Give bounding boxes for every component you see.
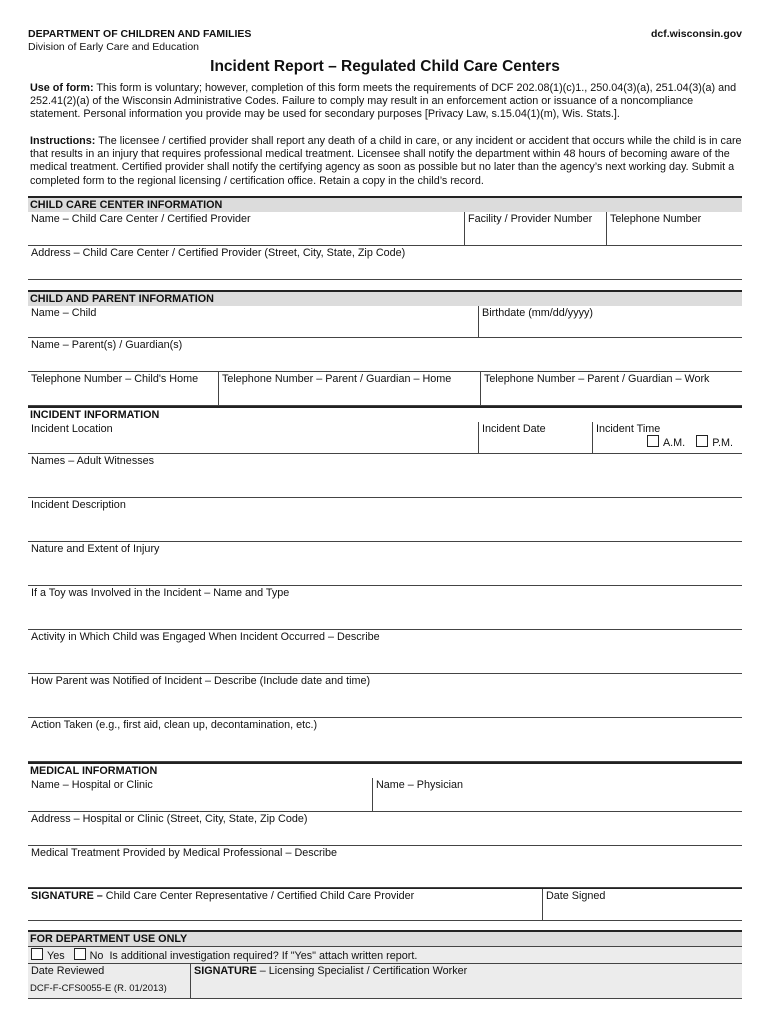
parent-notified-field[interactable]	[28, 674, 742, 717]
toy-field[interactable]	[28, 586, 742, 629]
use-of-form-text: This form is voluntary; however, completion of this form meets the requirements of DCF 202.08(1)(c)1., 250.04(3)(a), 251.04(3)(a) and 252.41(2)(a) of the Wisconsin Administrative Codes. Failure to comply may result in an enforcement action or issuance of a noncompliance statement. Personal information you provide may be used for secondary purposes [Privacy Law, s.15.04(1)(m), Wis. Stats.].	[30, 82, 737, 121]
center-phone-field[interactable]	[606, 212, 742, 245]
description-field[interactable]	[28, 498, 742, 541]
medical-section-heading: MEDICAL INFORMATION	[28, 763, 742, 778]
hospital-address-row	[28, 812, 742, 846]
investigation-text: Is additional investigation required? If "Yes" attach written report.	[109, 950, 418, 962]
parent-name-field[interactable]	[28, 338, 742, 371]
no-checkbox[interactable]	[74, 948, 86, 960]
use-of-form-paragraph	[30, 82, 742, 122]
witnesses-label: Names – Adult Witnesses	[31, 455, 155, 467]
hospital-field[interactable]	[28, 778, 372, 811]
signature-bold-label: SIGNATURE –	[31, 890, 103, 902]
treatment-label: Medical Treatment Provided by Medical Professional – Describe	[31, 847, 338, 859]
am-checkbox[interactable]	[647, 435, 659, 447]
birthdate-label: Birthdate (mm/dd/yyyy)	[482, 307, 593, 319]
dept-use-heading: FOR DEPARTMENT USE ONLY	[28, 932, 742, 947]
treatment-field[interactable]	[28, 846, 742, 887]
am-label: A.M.	[662, 437, 686, 449]
form-number: DCF-F-CFS0055-E (R. 01/2013)	[30, 983, 167, 994]
hospital-address-field[interactable]	[28, 812, 742, 845]
center-phone-label: Telephone Number	[610, 213, 702, 225]
action-row	[28, 718, 742, 762]
incident-section-heading: INCIDENT INFORMATION	[28, 408, 742, 422]
signature-section	[28, 888, 742, 921]
center-section-heading: CHILD CARE CENTER INFORMATION	[28, 198, 742, 212]
agency-header	[28, 28, 251, 54]
activity-field[interactable]	[28, 630, 742, 673]
action-field[interactable]	[28, 718, 742, 761]
parent-home-phone-field[interactable]	[218, 372, 480, 405]
injury-row	[28, 542, 742, 586]
pm-label: P.M.	[712, 437, 733, 449]
child-name-row	[28, 306, 742, 338]
no-label: No	[89, 950, 104, 962]
center-address-row	[28, 246, 742, 280]
date-signed-label: Date Signed	[546, 890, 606, 902]
date-signed-field[interactable]	[542, 889, 742, 920]
center-name-field[interactable]	[28, 212, 464, 245]
parent-work-phone-field[interactable]	[480, 372, 742, 405]
date-reviewed-label: Date Reviewed	[31, 965, 105, 977]
use-of-form-label: Use of form:	[30, 82, 94, 94]
treatment-row	[28, 846, 742, 888]
department-name: DEPARTMENT OF CHILDREN AND FAMILIES	[28, 28, 252, 40]
parent-notified-row	[28, 674, 742, 718]
center-name-label: Name – Child Care Center / Certified Provider	[31, 213, 251, 225]
center-section	[28, 196, 742, 280]
parent-name-row	[28, 338, 742, 372]
yes-label: Yes	[47, 950, 65, 962]
parent-name-label: Name – Parent(s) / Guardian(s)	[31, 339, 183, 351]
instructions-text: The licensee / certified provider shall report any death of a child in care, or any incident or accident that occurs while the child is in care that results in an injury that requires professional medical treatment. Licensee shall notify the department within 48 hours of becoming aware of the medical treatment. Certified provider shall notify the certifying agency as soon as possible but no later than the agency’s next working day. Submit a completed form to the regional licensing / certification office. Retain a copy in the child’s record.	[30, 135, 742, 187]
injury-field[interactable]	[28, 542, 742, 585]
activity-row	[28, 630, 742, 674]
description-row	[28, 498, 742, 542]
activity-label: Activity in Which Child was Engaged When Incident Occurred – Describe	[31, 631, 380, 643]
description-label: Incident Description	[31, 499, 126, 511]
injury-label: Nature and Extent of Injury	[31, 543, 160, 555]
form-title: Incident Report – Regulated Child Care Centers	[210, 58, 560, 75]
child-section-heading: CHILD AND PARENT INFORMATION	[28, 292, 742, 306]
incident-time-field[interactable]	[592, 422, 742, 453]
center-name-row	[28, 212, 742, 246]
signature-field[interactable]	[28, 889, 542, 920]
division-name: Division of Early Care and Education	[28, 41, 200, 53]
toy-row	[28, 586, 742, 630]
witnesses-field[interactable]	[28, 454, 742, 497]
action-label: Action Taken (e.g., first aid, clean up, decontamination, etc.)	[31, 719, 318, 731]
hospital-row	[28, 778, 742, 812]
instructions-paragraph	[30, 135, 742, 188]
incident-time-label: Incident Time	[596, 423, 661, 435]
investigation-row	[28, 947, 742, 964]
instructions-label: Instructions:	[30, 135, 96, 147]
investigation-question	[28, 947, 742, 963]
parent-home-phone-label: Telephone Number – Parent / Guardian – Home	[222, 373, 452, 385]
specialist-signature-bold: SIGNATURE	[194, 965, 257, 977]
hospital-address-label: Address – Hospital or Clinic (Street, City, State, Zip Code)	[31, 813, 308, 825]
incident-date-label: Incident Date	[482, 423, 546, 435]
child-home-phone-label: Telephone Number – Child's Home	[31, 373, 199, 385]
toy-label: If a Toy was Involved in the Incident – Name and Type	[31, 587, 290, 599]
facility-number-label: Facility / Provider Number	[468, 213, 593, 225]
website-link[interactable]: dcf.wisconsin.gov	[650, 28, 742, 40]
hospital-label: Name – Hospital or Clinic	[31, 779, 153, 791]
am-pm-options	[596, 435, 739, 449]
incident-date-field[interactable]	[478, 422, 592, 453]
child-home-phone-field[interactable]	[28, 372, 218, 405]
incident-location-row	[28, 422, 742, 454]
birthdate-field[interactable]	[478, 306, 742, 337]
yes-checkbox[interactable]	[31, 948, 43, 960]
parent-notified-label: How Parent was Notified of Incident – Describe (Include date and time)	[31, 675, 371, 687]
incident-section	[28, 406, 742, 762]
signature-row	[28, 889, 742, 921]
center-address-field[interactable]	[28, 246, 742, 279]
witnesses-row	[28, 454, 742, 498]
phone-row	[28, 372, 742, 406]
physician-field[interactable]	[372, 778, 742, 811]
facility-number-field[interactable]	[464, 212, 606, 245]
incident-location-label: Incident Location	[31, 423, 113, 435]
physician-label: Name – Physician	[376, 779, 464, 791]
child-name-field[interactable]	[28, 306, 478, 337]
child-section	[28, 290, 742, 406]
specialist-signature-label: – Licensing Specialist / Certification Worker	[259, 965, 468, 977]
pm-checkbox[interactable]	[696, 435, 708, 447]
signature-label: Child Care Center Representative / Certified Child Care Provider	[105, 890, 415, 902]
parent-work-phone-label: Telephone Number – Parent / Guardian – Work	[484, 373, 710, 385]
child-name-label: Name – Child	[31, 307, 97, 319]
incident-form	[28, 196, 742, 999]
specialist-signature-field[interactable]	[190, 964, 742, 998]
medical-section	[28, 762, 742, 888]
incident-location-field[interactable]	[28, 422, 478, 453]
center-address-label: Address – Child Care Center / Certified Provider (Street, City, State, Zip Code)	[31, 247, 406, 259]
